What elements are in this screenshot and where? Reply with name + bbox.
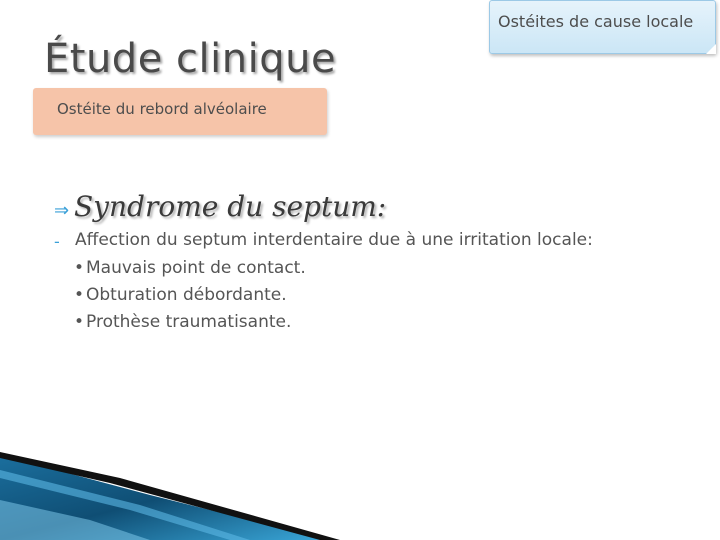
decor-stripe-light xyxy=(0,470,250,540)
decor-dark-wedge xyxy=(0,455,330,540)
bullet-text: Obturation débordante. xyxy=(86,285,287,305)
dash-bullet-icon: - xyxy=(54,232,60,251)
slide-title: Étude clinique xyxy=(44,36,337,82)
bullet-item xyxy=(74,258,306,285)
callout-box xyxy=(489,0,716,54)
section-heading: Syndrome du septum: xyxy=(74,190,387,223)
bullet-dot-icon: • xyxy=(74,258,85,278)
bullet-item xyxy=(74,285,306,312)
callout-fold-corner xyxy=(706,44,716,54)
subtitle-banner xyxy=(33,88,327,135)
subtitle-text: Ostéite du rebord alvéolaire xyxy=(57,100,267,118)
callout-text: Ostéites de cause locale xyxy=(498,12,694,31)
bullet-text: Mauvais point de contact. xyxy=(86,258,306,278)
decor-light-wedge xyxy=(0,500,150,540)
implies-arrow-icon: ⇒ xyxy=(54,200,70,221)
bullet-list xyxy=(74,258,306,339)
bullet-dot-icon: • xyxy=(74,285,85,305)
paragraph-text: Affection du septum interdentaire due à une irritation locale: xyxy=(75,230,593,250)
bullet-item xyxy=(74,312,306,339)
bullet-text: Prothèse traumatisante. xyxy=(86,312,292,332)
decor-stripe-black xyxy=(0,452,340,540)
bullet-dot-icon: • xyxy=(74,312,85,332)
